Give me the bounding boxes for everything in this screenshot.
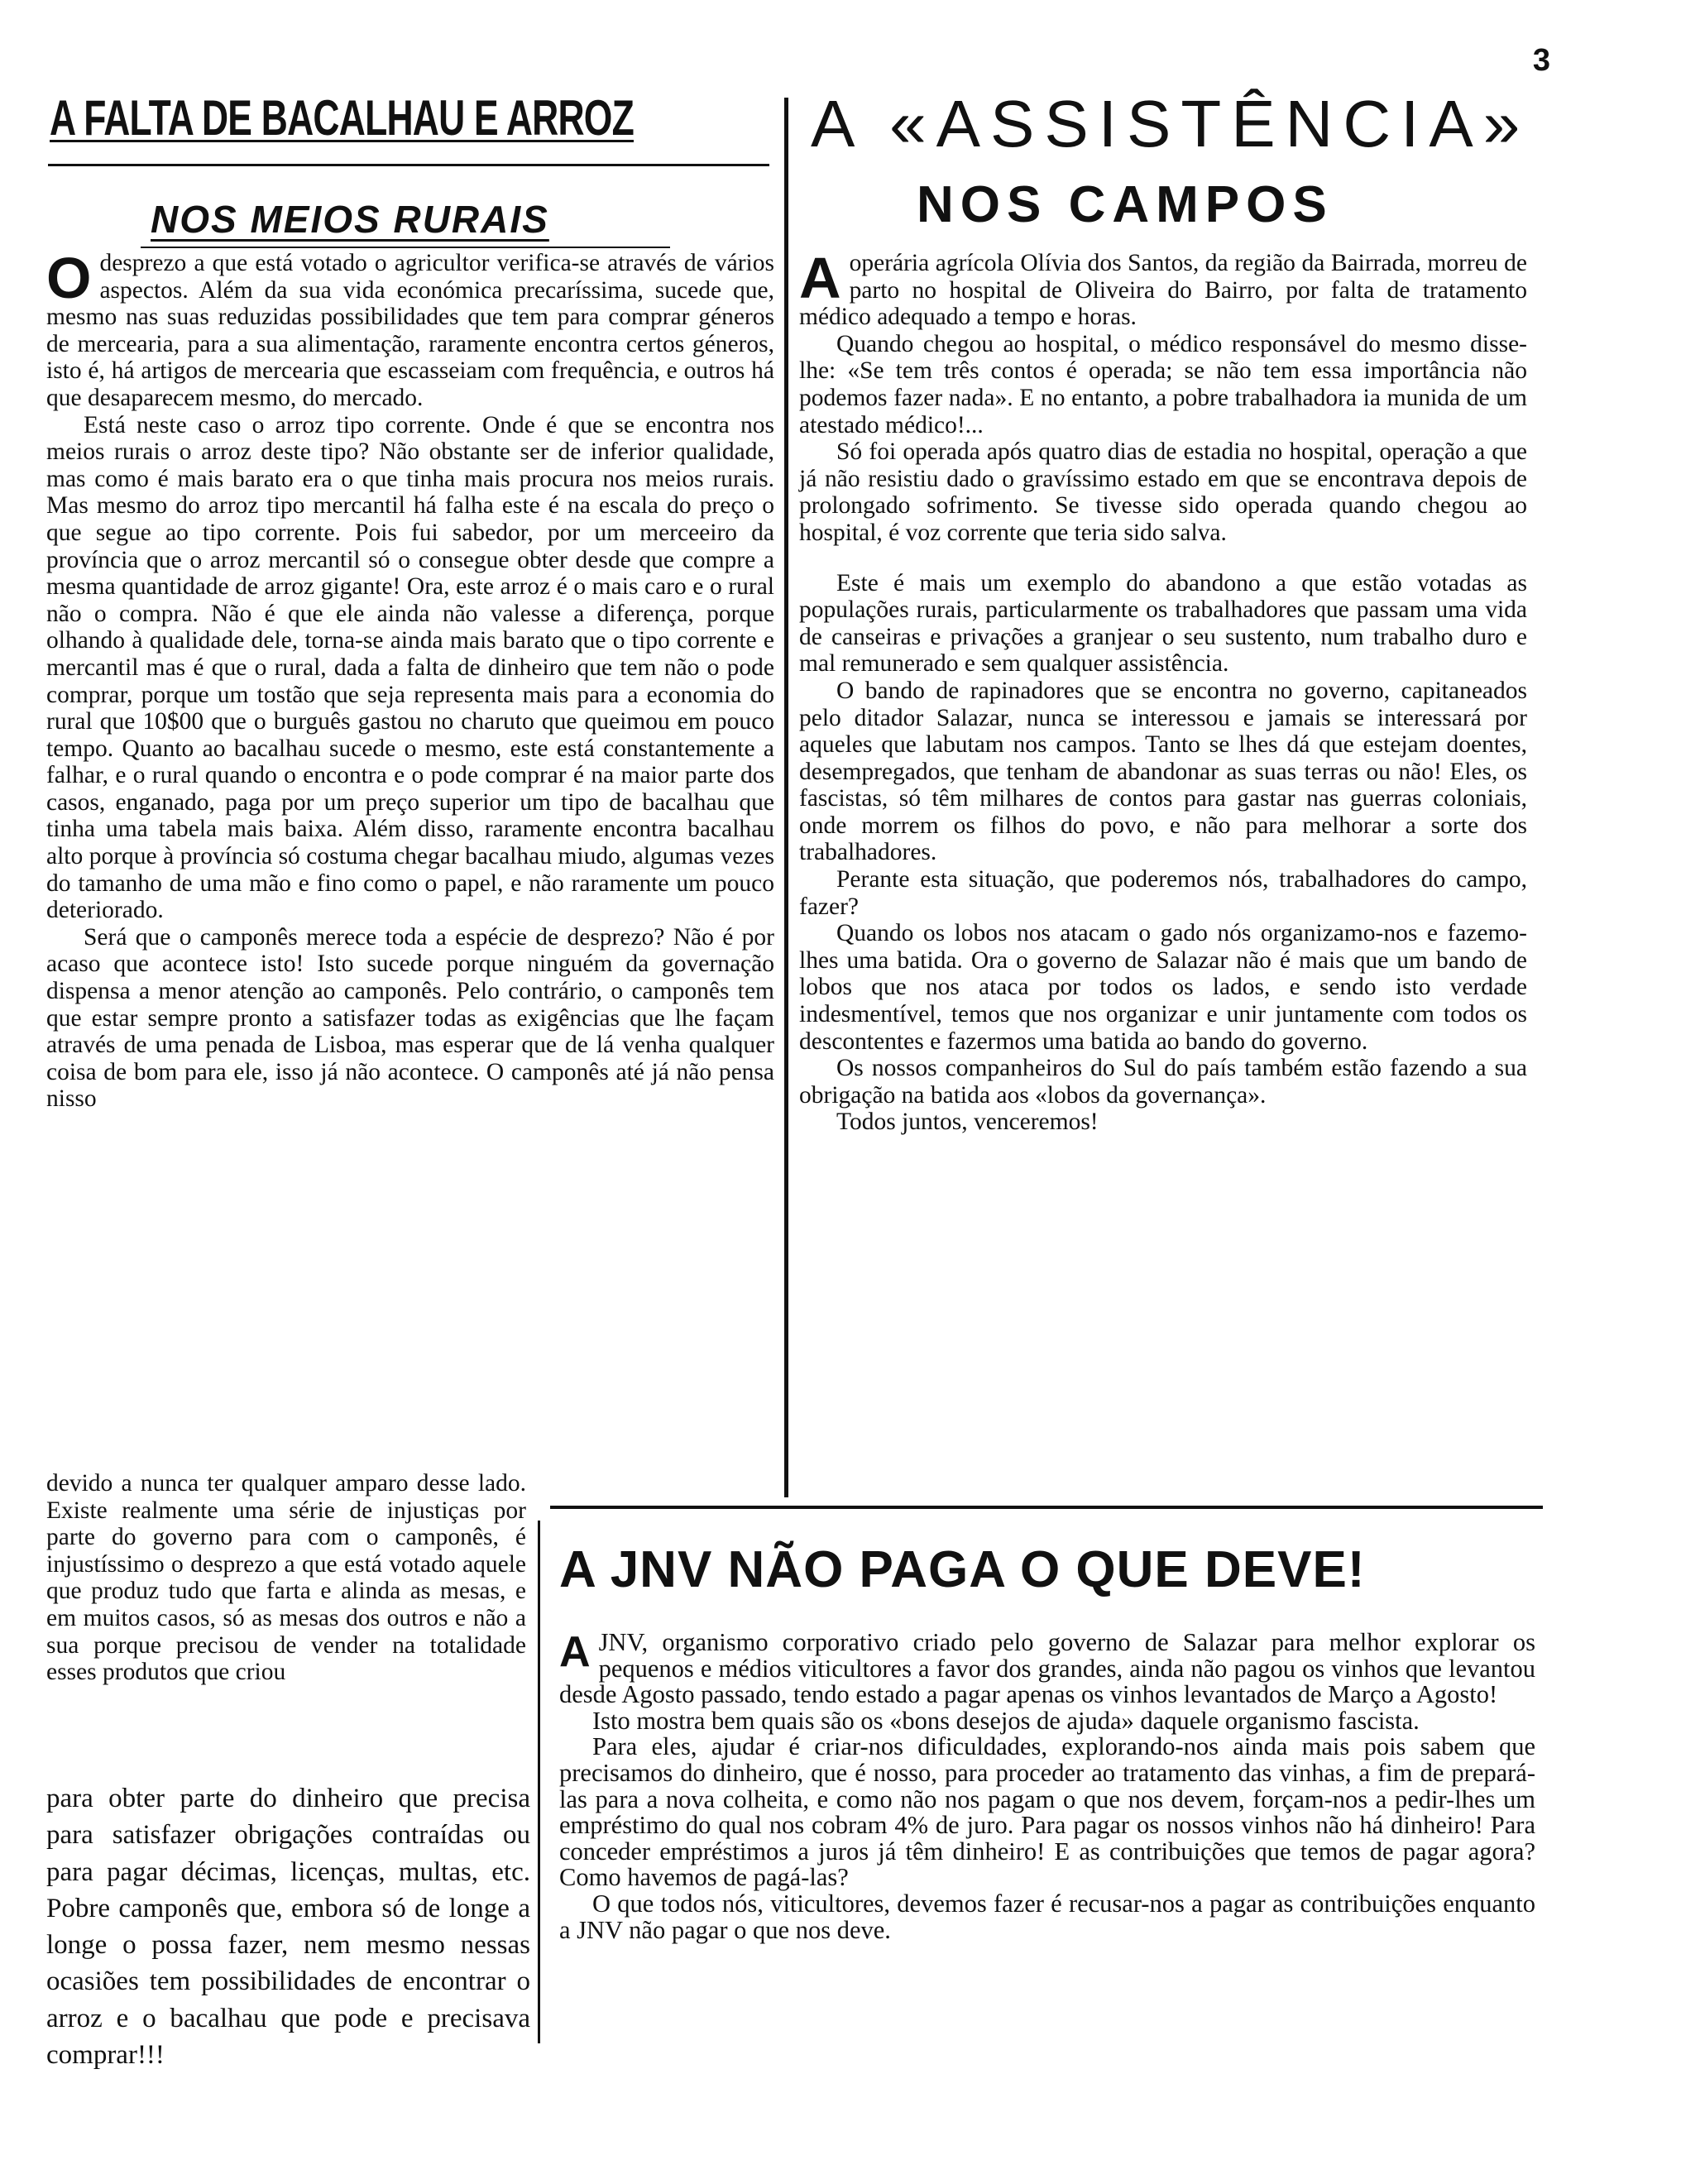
jnv-top-rule (550, 1506, 1543, 1509)
right-article-subheadline: NOS CAMPOS (917, 176, 1334, 233)
right-dropcap: A (799, 246, 841, 310)
right-article-body (799, 246, 1527, 1136)
left-paragraph-3-tail: devido a nunca ter qualquer amparo desse lado. Existe realmente uma série de injustiças por parte do governo para com o camponês, é injustíssimo o desprezo a que está votado aquele que produz tudo que farta e alinda as mesas, e em muitos casos, só as mesas dos outros e não a sua porque precisou de vender na totalidade esses produtos que criou (46, 1470, 526, 1686)
right-article-headline: A «ASSISTÊNCIA» (811, 87, 1530, 160)
right-paragraph-7: Quando os lobos nos atacam o gado nós organizamo-nos e fazemo-lhes uma batida. Ora o governo de Salazar não é mais que um bando de lobos que nos ataca por todos os lados, e sendo isto verdade indesmentível, temos que nos organizar e unir juntamente com todos os descontentes e fazermos uma batida ao bando do governo. (799, 920, 1527, 1055)
left-sub-rule (141, 247, 670, 248)
left-article-headline: A FALTA DE BACALHAU E ARROZ (50, 90, 634, 146)
left-paragraph-3: Será que o camponês merece toda a espécie de desprezo? Não é por acaso que acontece isto! Isto sucede porque ninguém da governação dispensa a menor atenção ao camponês. Pelo contrário, o camponês tem que estar sempre pronto a satisfazer todas as exigências que lhe façam através de uma penada de Lisboa, mas esperar que de lá venha qualquer coisa de bom para ele, isso já não acontece. O camponês até já não pensa nisso (46, 923, 774, 1113)
jnv-left-rule (538, 1521, 540, 2043)
right-paragraph-2: Quando chegou ao hospital, o médico responsável do mesmo disse-lhe: «Se tem três contos é operada; se não tem essa importância não podemos fazer nada». E no entanto, a pobre trabalhadora ia munida de um atestado médico!... (799, 330, 1527, 438)
right-paragraph-5: O bando de rapinadores que se encontra no governo, capitaneados pelo ditador Salazar, nunca se interessou e jamais se interessará por aqueles que labutam nos campos. Tanto se lhes dá que estejam doentes, desempregados, que tenham de abandonar as suas terras ou não! Eles, os fascistas, só têm milhares de contos para gastar nas guerras coloniais, onde morrem os filhos do povo, e não para melhorar a sorte dos trabalhadores. (799, 677, 1527, 866)
left-paragraph-2: Está neste caso o arroz tipo corrente. Onde é que se encontra nos meios rurais o arroz deste tipo? Não obstante ser de inferior qualidade, mas como é mais barato era o que tinha mais procura nos meios rurais. Mas mesmo do arroz tipo mercantil há falha este é na escala do preço o que segue ao tipo corrente. Pois fui sabedor, por um merceeiro da província que o arroz mercantil só o consegue obter desde que compre a mesma quantidade de arroz gigante! Ora, este arroz é o mais caro e o rural não o compra. Não é que ele ainda não valesse a diferença, porque olhando à qualidade dele, torna-se ainda mais barato que o tipo corrente e mercantil mas é que o rural, dada a falta de dinheiro que tem não o pode comprar, porque um tostão que seja representa mais para a economia do rural que 10$00 que o burguês gastou no charuto que queimou em pouco tempo. Quanto ao bacalhau sucede o mesmo, este está constantemente a falhar, e o rural quando o encontra e o pode comprar é na maior parte dos casos, enganado, paga por um preço superior um tipo de bacalhau que tinha uma tabela mais baixa. Além disso, raramente encontra bacalhau alto porque à província só costuma chegar bacalhau miudo, algumas vezes do tamanho de uma mão e fino como o papel, e não raramente um pouco deteriorado. (46, 411, 774, 924)
left-article-continuation (46, 1470, 526, 1686)
right-paragraph-4: Este é mais um exemplo do abandono a que estão votadas as populações rurais, particularmente os trabalhadores que passam uma vida de canseiras e privações a granjear o seu sustento, num trabalho duro e mal remunerado e sem qualquer assistência. (799, 569, 1527, 678)
jnv-article-body (559, 1630, 1535, 1943)
jnv-paragraph-1 (559, 1630, 1535, 1708)
jnv-paragraph-4: O que todos nós, viticultores, devemos fazer é recusar-nos a pagar as contribuições enquanto a JNV não pagar o que nos deve. (559, 1889, 1535, 1944)
right-paragraph-1 (799, 246, 1527, 331)
right-paragraph-6: Perante esta situação, que poderemos nós, trabalhadores do campo, fazer? (799, 866, 1527, 920)
left-article-subheadline: NOS MEIOS RURAIS (151, 198, 549, 241)
right-paragraph-9: Todos juntos, venceremos! (836, 1109, 1099, 1136)
right-paragraph-8: Os nossos companheiros do Sul do país também estão fazendo a sua obrigação na batida aos «lobos da governança». (799, 1055, 1527, 1109)
left-article-body (46, 246, 774, 1113)
left-headline-rule (48, 164, 769, 166)
jnv-paragraph-1-text: JNV, organismo corporativo criado pelo governo de Salazar para melhor explorar os pequenos e médios viticultores a favor dos grandes, ainda não pagou os vinhos que levantou desde Agosto passado, tendo estado a pagar apenas os vinhos levantados de Março a Agosto! (559, 1628, 1535, 1709)
right-paragraph-1-text: operária agrícola Olívia dos Santos, da região da Bairrada, morreu de parto no hospital de Oliveira do Bairro, por falta de tratamento médico adequado a tempo e horas. (799, 250, 1527, 331)
page-number: 3 (1532, 43, 1550, 78)
left-article-closing: para obter parte do dinheiro que precisa para satisfazer obrigações contraídas ou para pagar décimas, licenças, multas, etc. Pobre camponês que, embora só de longe a longe o possa fazer, nem mesmo nessas ocasiões tem possibilidades de encontrar o arroz e o bacalhau que pode e precisava comprar!!! (46, 1784, 530, 2071)
column-divider (784, 98, 788, 1497)
left-dropcap: O (46, 246, 92, 310)
jnv-article-headline: A JNV NÃO PAGA O QUE DEVE! (559, 1541, 1366, 1598)
right-paragraph-3: Só foi operada após quatro dias de estadia no hospital, operação a que já não resistiu dado o gravíssimo estado em que se encontrava depois de prolongado sofrimento. Se tivesse sido operada quando chegou ao hospital, é voz corrente que teria sido salva. (799, 438, 1527, 546)
left-paragraph-1 (46, 246, 774, 412)
left-paragraph-1-text: desprezo a que está votado o agricultor verifica-se através de vários aspectos. Além da sua vida económica precaríssima, sucede que, mesmo nas suas reduzidas possibilidades que tem para comprar géneros de mercearia, para a sua alimentação, raramente encontra certos géneros, isto é, há artigos de mercearia que escasseiam com frequência, e outros há que desaparecem mesmo, do mercado. (46, 250, 774, 411)
jnv-paragraph-2: Isto mostra bem quais são os «bons desejos de ajuda» daquele organismo fascista. (592, 1706, 1420, 1735)
jnv-dropcap: A (559, 1628, 591, 1676)
jnv-paragraph-3: Para eles, ajudar é criar-nos dificuldades, explorando-nos ainda mais pois sabem que precisamos do dinheiro, que é nosso, para proceder ao tratamento das vinhas, a fim de prepará-las para a nova colheita, e como não nos pagam o que nos devem, forçam-nos a pedir-lhes um empréstimo do qual nos cobram 4% de juro. Para pagar os nossos vinhos não há dinheiro! Para conceder empréstimos a juros já têm dinheiro! E as contribuições que temos de pagar agora? Como havemos de pagá-las? (559, 1732, 1535, 1892)
